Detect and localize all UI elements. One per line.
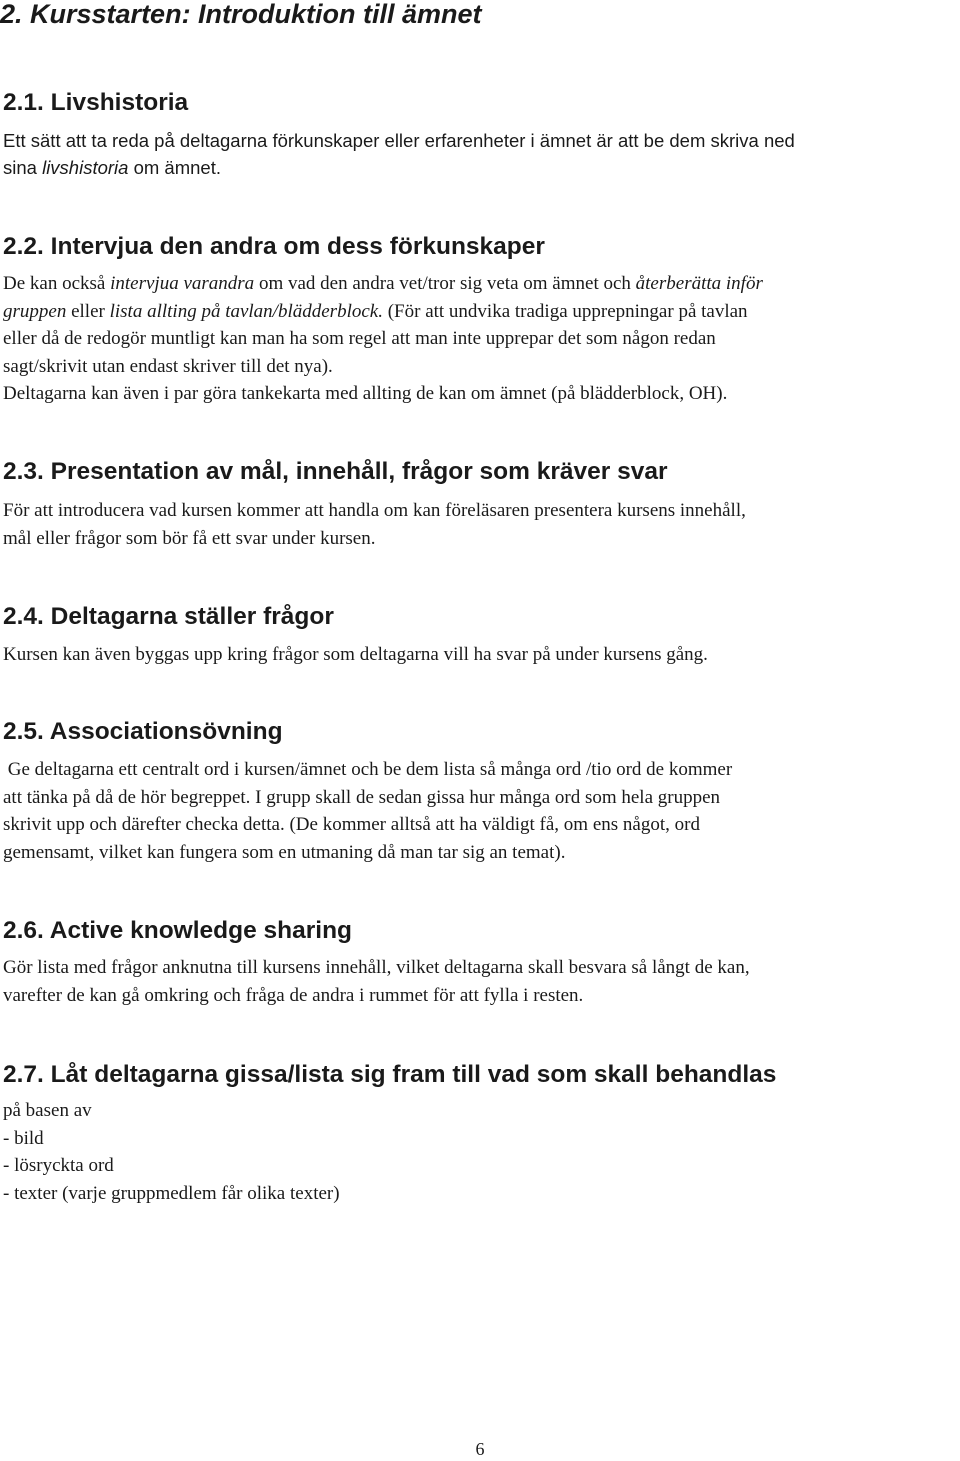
section-heading-2-7: 2.7. Låt deltagarna gissa/lista sig fram till vad som skall behandlas: [3, 1061, 777, 1088]
section-heading-2-5: 2.5. Associationsövning: [3, 718, 283, 745]
section-body-2-3: [3, 497, 960, 552]
list-item: - lösryckta ord: [3, 1155, 114, 1176]
chapter-title: 2. Kursstarten: Introduktion till ämnet: [0, 0, 482, 29]
page-number: 6: [475, 1439, 485, 1459]
list-item: - texter (varje gruppmedlem får olika texter): [3, 1182, 340, 1204]
text-line: sagt/skrivit utan endast skriver till det nya).: [3, 355, 333, 377]
text-line: Kursen kan även byggas upp kring frågor som deltagarna vill ha svar på under kursens gång.: [3, 644, 708, 665]
section-heading-2-3: 2.3. Presentation av mål, innehåll, frågor som kräver svar: [3, 458, 668, 485]
text-line: eller då de redogör muntligt kan man ha som regel att man inte upprepar det som någon redan: [3, 328, 716, 349]
text-line: Deltagarna kan även i par göra tankekarta med allting de kan om ämnet (på blädderblock, OH).: [3, 383, 728, 404]
section-body-2-6: [3, 954, 960, 1009]
section-heading-2-4: 2.4. Deltagarna ställer frågor: [3, 603, 334, 630]
section-body-2-4: [3, 641, 960, 669]
text-line: sina livshistoria om ämnet.: [3, 157, 221, 178]
text-line: Ett sätt att ta reda på deltagarna förkunskaper eller erfarenheter i ämnet är att be dem skriva ned: [3, 130, 795, 151]
section-heading-2-6: 2.6. Active knowledge sharing: [3, 917, 353, 944]
text-line: mål eller frågor som bör få ett svar under kursen.: [3, 527, 376, 549]
text-line: att tänka på då de hör begreppet. I grupp skall de sedan gissa hur många ord som hela gruppen: [3, 786, 721, 808]
text-line: gruppen eller lista allting på tavlan/blädderblock. (För att undvika tradiga upprepningar på tavlan: [3, 300, 748, 322]
text-line: varefter de kan gå omkring och fråga de andra i rummet för att fylla i resten.: [3, 984, 584, 1006]
section-body-2-5: [3, 756, 960, 866]
text-line: De kan också intervjua varandra om vad den andra vet/tror sig veta om ämnet och återberätta inför: [3, 273, 763, 294]
section-body-2-1: [3, 127, 960, 181]
text-line: på basen av: [3, 1100, 92, 1121]
text-line: gemensamt, vilket kan fungera som en utmaning då man tar sig an temat).: [3, 841, 566, 863]
section-heading-2-1: 2.1. Livshistoria: [3, 89, 189, 116]
section-heading-2-2: 2.2. Intervjua den andra om dess förkunskaper: [3, 233, 545, 260]
emphasis-livshistoria: livshistoria: [42, 157, 129, 178]
text-line: Ge deltagarna ett centralt ord i kursen/ämnet och be dem lista så många ord /tio ord de kommer: [3, 759, 733, 780]
list-item: - bild: [3, 1127, 44, 1149]
text-line: skrivit upp och därefter checka detta. (De kommer alltså att ha väldigt få, om ens något, ord: [3, 814, 700, 835]
text-line: Gör lista med frågor anknutna till kursens innehåll, vilket deltagarna skall besvara så långt de kan,: [3, 957, 750, 978]
section-body-2-2: [3, 270, 960, 408]
text-line: För att introducera vad kursen kommer att handla om kan föreläsaren presentera kursens innehåll,: [3, 500, 746, 521]
section-body-2-7: [3, 1097, 960, 1207]
